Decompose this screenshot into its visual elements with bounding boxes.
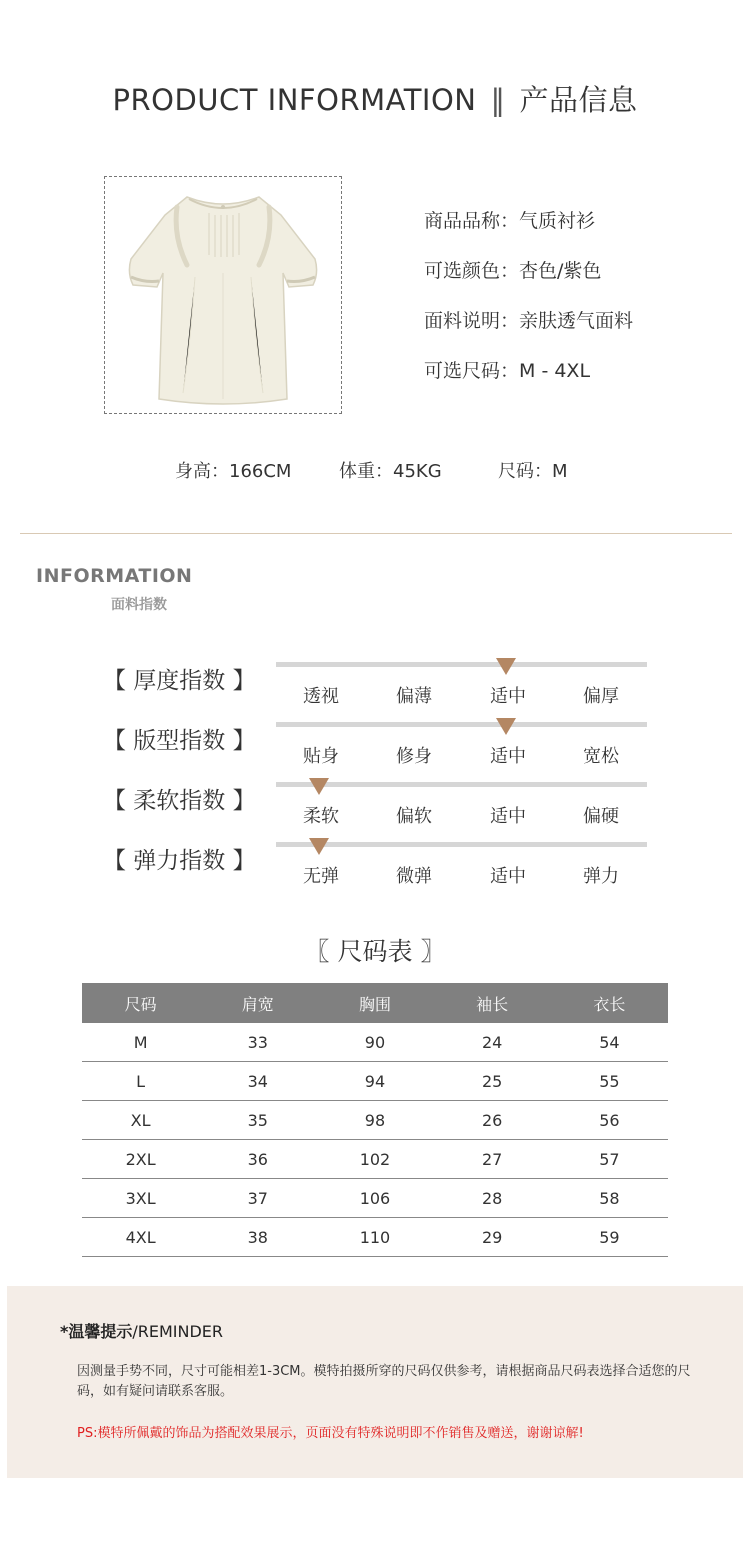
table-row [82, 1140, 668, 1179]
table-row [82, 1023, 668, 1062]
page-title [0, 78, 750, 119]
info-name: 商品品称：气质衬衫 [424, 210, 596, 232]
product-info-list [424, 207, 633, 407]
index-marker-icon [309, 778, 329, 795]
table-cell: 38 [199, 1218, 316, 1257]
info-color: 可选颜色：杏色/紫色 [424, 260, 602, 282]
index-marker-icon [309, 838, 329, 855]
table-row [82, 1101, 668, 1140]
header-bust: 胸围 [316, 983, 433, 1023]
table-cell: 28 [434, 1179, 551, 1218]
size-table [82, 983, 668, 1257]
model-size: 尺码：M [498, 461, 568, 482]
index-option: 透视 [303, 686, 339, 707]
table-cell: XL [82, 1101, 199, 1140]
index-label: 【 厚度指数 】 [103, 668, 256, 694]
index-option: 偏厚 [583, 686, 619, 707]
index-bar [276, 842, 647, 847]
table-cell: 58 [551, 1179, 668, 1218]
table-row [82, 1179, 668, 1218]
size-table-title: 〖 尺码表 〗 [304, 937, 446, 966]
table-cell: 56 [551, 1101, 668, 1140]
table-cell: 106 [316, 1179, 433, 1218]
header-sleeve: 袖长 [434, 983, 551, 1023]
table-cell: 2XL [82, 1140, 199, 1179]
index-option: 偏硬 [583, 806, 619, 827]
table-cell: 3XL [82, 1179, 199, 1218]
table-cell: 98 [316, 1101, 433, 1140]
index-option: 适中 [490, 866, 526, 887]
title-en: PRODUCT INFORMATION [112, 83, 477, 117]
index-label: 【 柔软指数 】 [103, 788, 256, 814]
table-cell: 55 [551, 1062, 668, 1101]
reminder-body: 因测量手势不同，尺寸可能相差1-3CM。模特拍摄所穿的尺码仅供参考，请根据商品尺码表选择合适您的尺码，如有疑问请联系客服。 [77, 1364, 691, 1399]
product-image [104, 176, 342, 414]
index-option: 适中 [490, 746, 526, 767]
table-cell: 37 [199, 1179, 316, 1218]
header-length: 衣长 [551, 983, 668, 1023]
size-table-header [82, 983, 668, 1023]
title-cn: 产品信息 [519, 83, 638, 117]
header-shoulder: 肩宽 [199, 983, 316, 1023]
index-label: 【 弹力指数 】 [103, 848, 256, 874]
header-size: 尺码 [82, 983, 199, 1023]
table-row [82, 1218, 668, 1257]
index-option: 适中 [490, 806, 526, 827]
index-option: 弹力 [583, 866, 619, 887]
index-bar [276, 782, 647, 787]
reminder-ps: PS:模特所佩戴的饰品为搭配效果展示，页面没有特殊说明即不作销售及赠送，谢谢谅解! [77, 1426, 584, 1441]
table-cell: 102 [316, 1140, 433, 1179]
index-option: 无弹 [303, 866, 339, 887]
index-bar [276, 722, 647, 727]
table-cell: 57 [551, 1140, 668, 1179]
index-option: 贴身 [303, 746, 339, 767]
index-option: 修身 [396, 746, 432, 767]
index-option: 适中 [490, 686, 526, 707]
reminder-title: *温馨提示/REMINDER [60, 1322, 224, 1341]
model-height: 身高：166CM [175, 461, 292, 482]
table-cell: 29 [434, 1218, 551, 1257]
index-option: 宽松 [583, 746, 619, 767]
info-fabric: 面料说明：亲肤透气面料 [424, 310, 634, 332]
index-option: 偏软 [396, 806, 432, 827]
model-weight: 体重：45KG [339, 461, 442, 482]
table-cell: 90 [316, 1023, 433, 1062]
table-cell: 33 [199, 1023, 316, 1062]
table-cell: 25 [434, 1062, 551, 1101]
table-cell: 110 [316, 1218, 433, 1257]
table-cell: 4XL [82, 1218, 199, 1257]
index-marker-icon [496, 658, 516, 675]
information-heading: INFORMATION [36, 565, 193, 587]
table-cell: 26 [434, 1101, 551, 1140]
info-size: 可选尺码：M - 4XL [424, 360, 591, 382]
index-marker-icon [496, 718, 516, 735]
table-cell: 34 [199, 1062, 316, 1101]
table-cell: 27 [434, 1140, 551, 1179]
table-cell: 35 [199, 1101, 316, 1140]
index-option: 偏薄 [396, 686, 432, 707]
table-cell: 24 [434, 1023, 551, 1062]
table-cell: 54 [551, 1023, 668, 1062]
index-bar [276, 662, 647, 667]
table-row [82, 1062, 668, 1101]
title-separator: ‖ [490, 83, 506, 117]
information-subheading: 面料指数 [111, 597, 167, 613]
index-option: 微弹 [396, 866, 432, 887]
table-cell: 59 [551, 1218, 668, 1257]
index-label: 【 版型指数 】 [103, 728, 256, 754]
table-cell: 36 [199, 1140, 316, 1179]
table-cell: L [82, 1062, 199, 1101]
blouse-photo-icon [105, 177, 341, 413]
table-cell: M [82, 1023, 199, 1062]
table-cell: 94 [316, 1062, 433, 1101]
index-option: 柔软 [303, 806, 339, 827]
section-divider [20, 533, 732, 534]
